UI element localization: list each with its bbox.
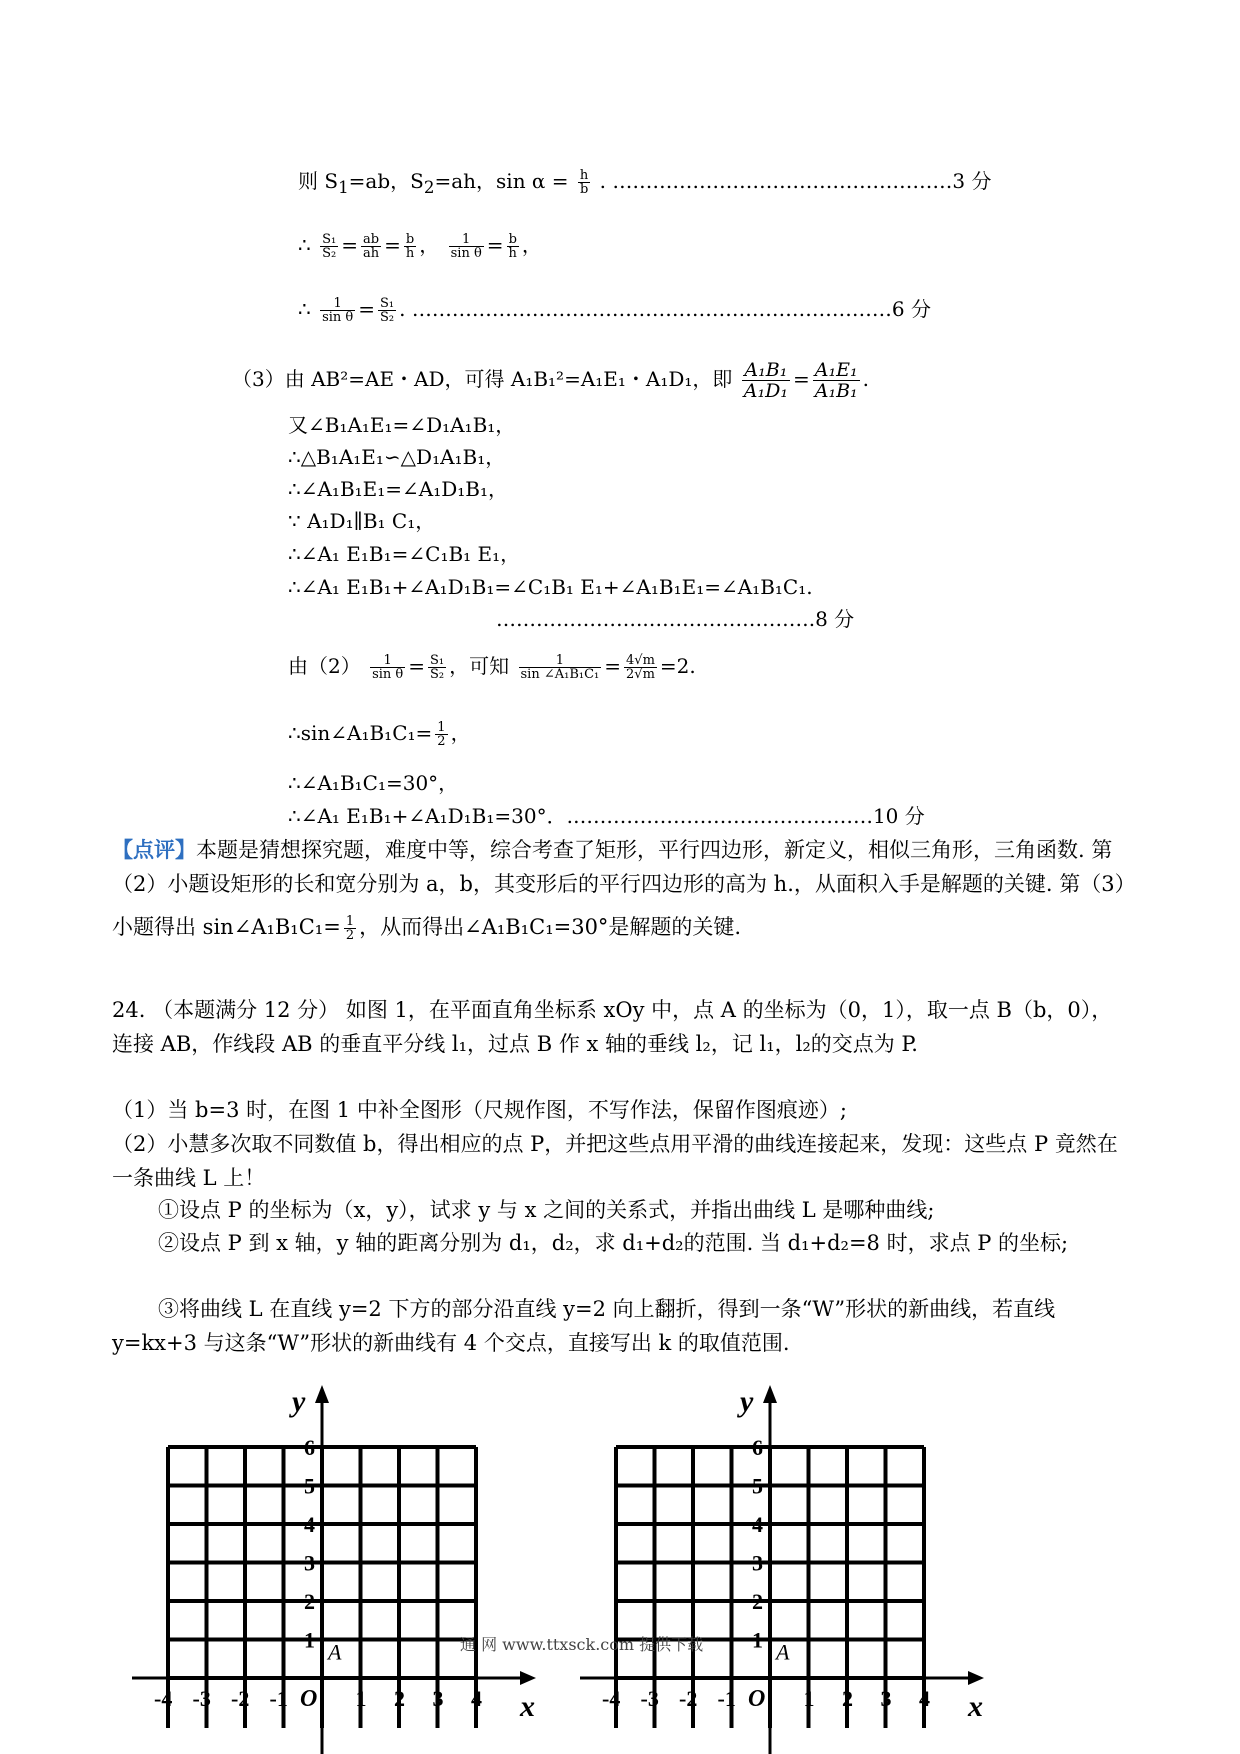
step-4: ∵ A₁D₁∥B₁ C₁，: [288, 509, 436, 533]
x-tick-label: -1: [269, 1686, 288, 1711]
point-a-label: A: [776, 1639, 790, 1665]
problem-24-q2-3: ③将曲线 L 在直线 y=2 下方的部分沿直线 y=2 向上翻折，得到一条“W”形状的新曲线，若直线 y=kx+3 与这条“W”形状的新曲线有 4 个交点，直接写出 k 的取值范围.: [112, 1297, 1056, 1355]
y-tick-label: 5: [304, 1473, 315, 1499]
step-8: 由（2） $\frac{1}{\text{sin θ}}$ = $\frac{\text{S₁}}{\text{S₂}}$ ，可知 $\frac{1}{\text{sin ∠A₁B₁C₁}}$ = $\frac{4√m}{2√m}$ =2.: [288, 653, 696, 682]
x-tick-label: 1: [355, 1686, 367, 1711]
problem-24-q2: （2）小慧多次取不同数值 b，得出相应的点 P，并把这些点用平滑的曲线连接起来，发现：这些点 P 竟然在一条曲线 L 上！: [112, 1132, 1118, 1190]
step-1: 又∠B₁A₁E₁=∠D₁A₁B₁，: [288, 413, 516, 437]
x-tick-label: -4: [602, 1686, 621, 1711]
problem-24-q2-2: ②设点 P 到 x 轴，y 轴的距离分别为 d₁，d₂，求 d₁+d₂的范围. 当 d₁+d₂=8 时，求点 P 的坐标;: [158, 1231, 1069, 1255]
comment-label: 【点评】: [112, 837, 196, 862]
x-tick-label: 4: [919, 1686, 930, 1711]
coordinate-grid-2: [568, 1360, 1008, 1754]
y-axis-arrow: [315, 1385, 329, 1403]
x-tick-label: 3: [432, 1686, 444, 1711]
y-tick-label: 1: [752, 1627, 763, 1653]
x-tick-label: -2: [231, 1686, 250, 1711]
part3-line: （3）由 AB²=AE・AD，可得 A₁B₁²=A₁E₁・A₁D₁，即 $\frac{\text{A₁B₁}}{\text{A₁D₁}}$ = $\frac{\text{A₁E₁}}{\text{A₁B₁}}$ .: [232, 359, 870, 402]
x-tick-label: -3: [192, 1686, 211, 1711]
y-axis-label: y: [740, 1385, 754, 1418]
x-tick-label: -3: [640, 1686, 659, 1711]
y-tick-label: 2: [752, 1589, 763, 1614]
point-a-label: A: [328, 1639, 342, 1665]
y-tick-label: 6: [752, 1435, 763, 1460]
ratio-line: ∴ $\frac{\text{S₁}}{\text{S₂}}$ = $\frac{ab}{ah}$ = $\frac{b}{h}$ ， $\frac{1}{\text{sin θ}}$ = $\frac{b}{h}$ ，: [298, 232, 542, 261]
problem-24-q2-1: ①设点 P 的坐标为（x，y），试求 y 与 x 之间的关系式，并指出曲线 L 是哪种曲线;: [158, 1198, 935, 1222]
comment-paragraph-end: 小题得出 sin∠A₁B₁C₁= $\frac{1}{2}$ ，从而得出∠A₁B₁C₁=30°是解题的关键.: [112, 914, 742, 943]
x-axis-arrow: [968, 1671, 984, 1685]
step-3: ∴∠A₁B₁E₁=∠A₁D₁B₁，: [288, 477, 509, 501]
comment-paragraph: 【点评】本题是猜想探究题，难度中等，综合考查了矩形，平行四边形，新定义，相似三角形，三角函数. 第（2）小题设矩形的长和宽分别为 a，b，其变形后的平行四边形的高为 h.，从面积入手是解题的关键. 第（3）: [112, 837, 1136, 896]
problem-24-statement: 24. （本题满分 12 分） 如图 1，在平面直角坐标系 xOy 中，点 A 的坐标为（0，1），取一点 B（b，0），连接 AB，作线段 AB 的垂直平分线 l₁，过点 B 作 x 轴的垂线 l₂，记 l₁，l₂的交点为 P.: [112, 998, 1113, 1056]
sin-ratio-line: ∴ $\frac{1}{\text{sin θ}}$ = $\frac{\text{S₁}}{\text{S₂}}$ . ………………………………………………………………6 分: [298, 296, 931, 325]
problem-24-q1: （1）当 b=3 时，在图 1 中补全图形（尺规作图，不写作法，保留作图痕迹）;: [112, 1098, 847, 1122]
step-7-score: …………………..…………………….8 分: [496, 607, 855, 631]
y-tick-label: 1: [304, 1627, 315, 1653]
y-tick-label: 5: [752, 1473, 763, 1499]
s1-area-line: 则 $S_1=ab$，$S_2=ah$，sin α = $\frac{h}{b}$ . ……………………………………………3 分: [298, 168, 992, 197]
step-9: ∴sin∠A₁B₁C₁= $\frac{1}{2}$ ，: [288, 720, 471, 749]
y-tick-label: 3: [304, 1550, 315, 1576]
x-tick-label: 3: [880, 1686, 892, 1711]
origin-label: O: [748, 1686, 766, 1712]
y-axis-label: y: [292, 1385, 306, 1418]
x-tick-label: -4: [154, 1686, 173, 1711]
x-tick-label: 4: [471, 1686, 482, 1711]
coordinate-grid-1: [120, 1360, 560, 1754]
y-tick-label: 2: [304, 1589, 315, 1614]
y-tick-label: 3: [752, 1550, 763, 1576]
step-5: ∴∠A₁ E₁B₁=∠C₁B₁ E₁，: [288, 542, 521, 566]
y-tick-label: 4: [304, 1512, 315, 1537]
x-axis-label: x: [968, 1690, 983, 1723]
x-tick-label: 1: [803, 1686, 815, 1711]
step-2: ∴△B₁A₁E₁∽△D₁A₁B₁，: [288, 445, 506, 469]
y-axis-arrow: [763, 1385, 777, 1403]
x-axis-label: x: [520, 1690, 535, 1723]
origin-label: O: [300, 1686, 318, 1712]
x-tick-label: -2: [679, 1686, 698, 1711]
x-tick-label: 2: [394, 1686, 405, 1711]
h-over-b-fraction: $\frac{h}{b}$: [579, 168, 589, 197]
watermark-footer: 通 网 www.ttxsck.com 提供下载: [460, 1635, 704, 1654]
x-tick-label: 2: [842, 1686, 853, 1711]
step-6: ∴∠A₁ E₁B₁+∠A₁D₁B₁=∠C₁B₁ E₁+∠A₁B₁E₁=∠A₁B₁C₁.: [288, 575, 813, 599]
y-tick-label: 6: [304, 1435, 315, 1460]
x-tick-label: -1: [717, 1686, 736, 1711]
y-tick-label: 4: [752, 1512, 763, 1537]
x-axis-arrow: [520, 1671, 536, 1685]
step-10: ∴∠A₁B₁C₁=30°，: [288, 771, 459, 795]
step-11-score: ∴∠A₁ E₁B₁+∠A₁D₁B₁=30°．.………………………………………10 分: [288, 804, 925, 828]
